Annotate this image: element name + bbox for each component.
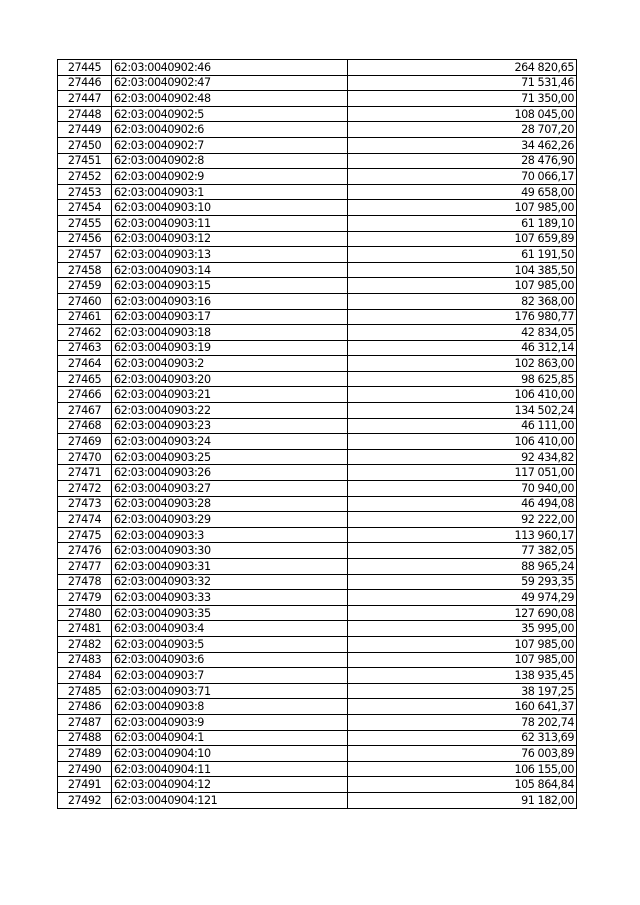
row-number-cell: 27453 [58, 184, 112, 200]
row-number-cell: 27469 [58, 434, 112, 450]
row-number-cell: 27488 [58, 730, 112, 746]
cadastral-number-cell: 62:03:0040903:17 [112, 309, 348, 325]
table-row [58, 543, 577, 559]
cadastral-value-cell: 82 368,00 [348, 293, 577, 309]
row-number-cell: 27485 [58, 683, 112, 699]
table-row [58, 153, 577, 169]
row-number-cell: 27466 [58, 387, 112, 403]
cadastral-number-cell: 62:03:0040903:15 [112, 278, 348, 294]
cadastral-value-cell: 107 985,00 [348, 200, 577, 216]
table-row [58, 434, 577, 450]
row-number-cell: 27479 [58, 590, 112, 606]
table-row [58, 465, 577, 481]
row-number-cell: 27486 [58, 699, 112, 715]
cadastral-value-cell: 138 935,45 [348, 668, 577, 684]
table-row [58, 356, 577, 372]
cadastral-value-cell: 102 863,00 [348, 356, 577, 372]
row-number-cell: 27461 [58, 309, 112, 325]
cadastral-value-cell: 264 820,65 [348, 60, 577, 76]
cadastral-value-cell: 108 045,00 [348, 106, 577, 122]
cadastral-number-cell: 62:03:0040903:24 [112, 434, 348, 450]
row-number-cell: 27481 [58, 621, 112, 637]
cadastral-number-cell: 62:03:0040903:25 [112, 449, 348, 465]
cadastral-number-cell: 62:03:0040903:11 [112, 215, 348, 231]
cadastral-number-cell: 62:03:0040902:9 [112, 169, 348, 185]
cadastral-number-cell: 62:03:0040903:12 [112, 231, 348, 247]
row-number-cell: 27484 [58, 668, 112, 684]
row-number-cell: 27475 [58, 527, 112, 543]
cadastral-value-cell: 34 462,26 [348, 137, 577, 153]
table-row [58, 122, 577, 138]
row-number-cell: 27455 [58, 215, 112, 231]
table-row [58, 481, 577, 497]
cadastral-value-cell: 92 434,82 [348, 449, 577, 465]
table-row [58, 325, 577, 341]
table-row [58, 371, 577, 387]
row-number-cell: 27454 [58, 200, 112, 216]
row-number-cell: 27471 [58, 465, 112, 481]
table-row [58, 231, 577, 247]
cadastral-value-cell: 71 531,46 [348, 75, 577, 91]
row-number-cell: 27478 [58, 574, 112, 590]
cadastral-value-cell: 113 960,17 [348, 527, 577, 543]
cadastral-number-cell: 62:03:0040903:3 [112, 527, 348, 543]
cadastral-value-cell: 70 940,00 [348, 481, 577, 497]
cadastral-number-cell: 62:03:0040903:32 [112, 574, 348, 590]
table-body [58, 60, 577, 809]
row-number-cell: 27446 [58, 75, 112, 91]
cadastral-number-cell: 62:03:0040903:19 [112, 340, 348, 356]
cadastral-value-cell: 107 985,00 [348, 278, 577, 294]
cadastral-value-cell: 38 197,25 [348, 683, 577, 699]
cadastral-value-cell: 46 312,14 [348, 340, 577, 356]
table-row [58, 668, 577, 684]
row-number-cell: 27451 [58, 153, 112, 169]
row-number-cell: 27449 [58, 122, 112, 138]
cadastral-value-cell: 134 502,24 [348, 403, 577, 419]
table-row [58, 137, 577, 153]
table-row [58, 621, 577, 637]
row-number-cell: 27472 [58, 481, 112, 497]
cadastral-number-cell: 62:03:0040903:14 [112, 262, 348, 278]
cadastral-number-cell: 62:03:0040903:5 [112, 636, 348, 652]
table-row [58, 215, 577, 231]
table-row [58, 527, 577, 543]
table-row [58, 169, 577, 185]
table-row [58, 714, 577, 730]
cadastral-number-cell: 62:03:0040902:6 [112, 122, 348, 138]
cadastral-value-cell: 49 974,29 [348, 590, 577, 606]
row-number-cell: 27492 [58, 792, 112, 808]
cadastral-value-cell: 49 658,00 [348, 184, 577, 200]
cadastral-value-cell: 117 051,00 [348, 465, 577, 481]
cadastral-value-cell: 28 707,20 [348, 122, 577, 138]
table-row [58, 777, 577, 793]
cadastral-number-cell: 62:03:0040903:28 [112, 496, 348, 512]
cadastral-value-cell: 35 995,00 [348, 621, 577, 637]
cadastral-value-cell: 76 003,89 [348, 746, 577, 762]
cadastral-number-cell: 62:03:0040903:4 [112, 621, 348, 637]
cadastral-number-cell: 62:03:0040902:7 [112, 137, 348, 153]
row-number-cell: 27482 [58, 636, 112, 652]
row-number-cell: 27462 [58, 325, 112, 341]
row-number-cell: 27480 [58, 605, 112, 621]
cadastral-number-cell: 62:03:0040903:26 [112, 465, 348, 481]
table-row [58, 418, 577, 434]
cadastral-number-cell: 62:03:0040903:7 [112, 668, 348, 684]
cadastral-number-cell: 62:03:0040903:30 [112, 543, 348, 559]
cadastral-number-cell: 62:03:0040902:5 [112, 106, 348, 122]
cadastral-value-cell: 61 189,10 [348, 215, 577, 231]
cadastral-value-cell: 91 182,00 [348, 792, 577, 808]
row-number-cell: 27456 [58, 231, 112, 247]
cadastral-value-cell: 176 980,77 [348, 309, 577, 325]
row-number-cell: 27465 [58, 371, 112, 387]
table-row [58, 699, 577, 715]
cadastral-number-cell: 62:03:0040903:9 [112, 714, 348, 730]
cadastral-number-cell: 62:03:0040903:21 [112, 387, 348, 403]
cadastral-value-cell: 107 985,00 [348, 652, 577, 668]
cadastral-value-cell: 92 222,00 [348, 512, 577, 528]
table-row [58, 106, 577, 122]
cadastral-value-cell: 78 202,74 [348, 714, 577, 730]
cadastral-value-cell: 106 410,00 [348, 434, 577, 450]
table-row [58, 683, 577, 699]
cadastral-value-cell: 107 659,89 [348, 231, 577, 247]
table-row [58, 340, 577, 356]
cadastral-value-cell: 61 191,50 [348, 247, 577, 263]
row-number-cell: 27474 [58, 512, 112, 528]
table-row [58, 512, 577, 528]
table-row [58, 590, 577, 606]
table-row [58, 293, 577, 309]
cadastral-value-cell: 71 350,00 [348, 91, 577, 107]
cadastral-value-cell: 106 410,00 [348, 387, 577, 403]
row-number-cell: 27457 [58, 247, 112, 263]
cadastral-value-cell: 59 293,35 [348, 574, 577, 590]
table-row [58, 184, 577, 200]
cadastral-value-cell: 107 985,00 [348, 636, 577, 652]
cadastral-value-cell: 46 494,08 [348, 496, 577, 512]
cadastral-number-cell: 62:03:0040903:23 [112, 418, 348, 434]
row-number-cell: 27487 [58, 714, 112, 730]
cadastral-value-cell: 105 864,84 [348, 777, 577, 793]
cadastral-value-cell: 88 965,24 [348, 559, 577, 575]
row-number-cell: 27490 [58, 761, 112, 777]
row-number-cell: 27458 [58, 262, 112, 278]
table-row [58, 636, 577, 652]
row-number-cell: 27447 [58, 91, 112, 107]
table-row [58, 730, 577, 746]
cadastral-value-cell: 62 313,69 [348, 730, 577, 746]
cadastral-number-cell: 62:03:0040903:33 [112, 590, 348, 606]
row-number-cell: 27460 [58, 293, 112, 309]
cadastral-number-cell: 62:03:0040903:71 [112, 683, 348, 699]
row-number-cell: 27468 [58, 418, 112, 434]
row-number-cell: 27459 [58, 278, 112, 294]
cadastral-value-cell: 104 385,50 [348, 262, 577, 278]
document-page [57, 59, 577, 809]
table-row [58, 387, 577, 403]
table-row [58, 496, 577, 512]
table-row [58, 247, 577, 263]
table-row [58, 449, 577, 465]
table-row [58, 605, 577, 621]
table-row [58, 309, 577, 325]
cadastral-number-cell: 62:03:0040903:35 [112, 605, 348, 621]
cadastral-number-cell: 62:03:0040903:20 [112, 371, 348, 387]
cadastral-number-cell: 62:03:0040903:22 [112, 403, 348, 419]
cadastral-number-cell: 62:03:0040903:1 [112, 184, 348, 200]
table-row [58, 761, 577, 777]
table-row [58, 60, 577, 76]
cadastral-number-cell: 62:03:0040904:121 [112, 792, 348, 808]
cadastral-number-cell: 62:03:0040902:46 [112, 60, 348, 76]
table-row [58, 574, 577, 590]
table-row [58, 746, 577, 762]
cadastral-number-cell: 62:03:0040903:16 [112, 293, 348, 309]
table-row [58, 652, 577, 668]
cadastral-number-cell: 62:03:0040904:1 [112, 730, 348, 746]
row-number-cell: 27452 [58, 169, 112, 185]
cadastral-value-cell: 106 155,00 [348, 761, 577, 777]
cadastral-value-cell: 70 066,17 [348, 169, 577, 185]
cadastral-number-cell: 62:03:0040902:48 [112, 91, 348, 107]
cadastral-number-cell: 62:03:0040903:27 [112, 481, 348, 497]
cadastral-number-cell: 62:03:0040903:31 [112, 559, 348, 575]
row-number-cell: 27467 [58, 403, 112, 419]
cadastral-number-cell: 62:03:0040903:18 [112, 325, 348, 341]
cadastral-number-cell: 62:03:0040902:47 [112, 75, 348, 91]
table-row [58, 91, 577, 107]
cadastral-value-cell: 127 690,08 [348, 605, 577, 621]
row-number-cell: 27464 [58, 356, 112, 372]
table-row [58, 200, 577, 216]
table-row [58, 75, 577, 91]
cadastral-value-cell: 160 641,37 [348, 699, 577, 715]
row-number-cell: 27463 [58, 340, 112, 356]
row-number-cell: 27491 [58, 777, 112, 793]
cadastral-value-cell: 77 382,05 [348, 543, 577, 559]
row-number-cell: 27473 [58, 496, 112, 512]
cadastral-number-cell: 62:03:0040903:2 [112, 356, 348, 372]
cadastral-number-cell: 62:03:0040904:12 [112, 777, 348, 793]
cadastral-number-cell: 62:03:0040902:8 [112, 153, 348, 169]
table-row [58, 559, 577, 575]
row-number-cell: 27483 [58, 652, 112, 668]
row-number-cell: 27477 [58, 559, 112, 575]
row-number-cell: 27470 [58, 449, 112, 465]
cadastral-number-cell: 62:03:0040903:6 [112, 652, 348, 668]
cadastral-value-cell: 28 476,90 [348, 153, 577, 169]
cadastral-number-cell: 62:03:0040903:13 [112, 247, 348, 263]
cadastral-number-cell: 62:03:0040904:11 [112, 761, 348, 777]
table-row [58, 262, 577, 278]
table-row [58, 403, 577, 419]
table-row [58, 792, 577, 808]
row-number-cell: 27489 [58, 746, 112, 762]
cadastral-value-cell: 42 834,05 [348, 325, 577, 341]
row-number-cell: 27448 [58, 106, 112, 122]
cadastral-number-cell: 62:03:0040903:29 [112, 512, 348, 528]
cadastral-number-cell: 62:03:0040903:8 [112, 699, 348, 715]
table-row [58, 278, 577, 294]
cadastral-number-cell: 62:03:0040903:10 [112, 200, 348, 216]
cadastral-value-cell: 46 111,00 [348, 418, 577, 434]
row-number-cell: 27450 [58, 137, 112, 153]
cadastral-value-cell: 98 625,85 [348, 371, 577, 387]
cadastral-number-cell: 62:03:0040904:10 [112, 746, 348, 762]
cadastral-value-table [57, 59, 577, 809]
row-number-cell: 27476 [58, 543, 112, 559]
row-number-cell: 27445 [58, 60, 112, 76]
